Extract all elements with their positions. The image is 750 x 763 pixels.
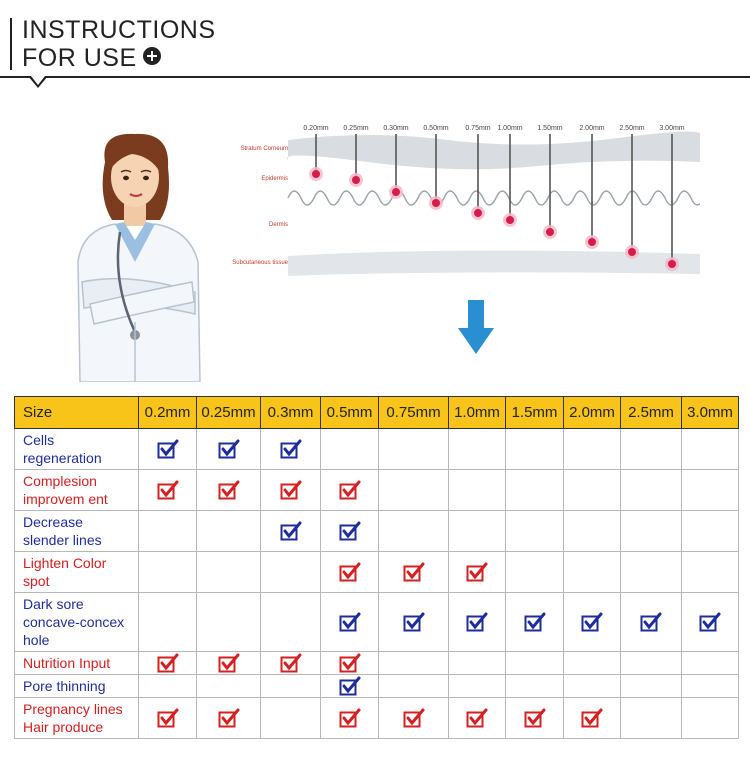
red-checkbox-icon bbox=[466, 708, 488, 728]
table-cell bbox=[261, 470, 321, 511]
table-row bbox=[15, 552, 739, 593]
blue-checkbox-icon bbox=[280, 521, 302, 541]
depth-label: 2.00mm bbox=[579, 125, 605, 132]
table-cell bbox=[139, 652, 197, 675]
red-checkbox-icon bbox=[218, 708, 240, 728]
table-cell bbox=[261, 675, 321, 698]
table-cell bbox=[321, 511, 379, 552]
table-cell bbox=[506, 552, 564, 593]
table-cell bbox=[564, 429, 621, 470]
needle-tip bbox=[628, 248, 636, 256]
table-cell bbox=[379, 593, 449, 652]
depth-label: 1.50mm bbox=[537, 125, 563, 132]
blue-checkbox-icon bbox=[524, 612, 546, 632]
table-cell bbox=[506, 593, 564, 652]
red-checkbox-icon bbox=[157, 480, 179, 500]
plus-circle-icon bbox=[143, 47, 161, 65]
table-cell bbox=[621, 552, 682, 593]
red-checkbox-icon bbox=[403, 708, 425, 728]
table-header-row bbox=[15, 397, 739, 429]
red-checkbox-icon bbox=[157, 653, 179, 673]
column-header: 0.3mm bbox=[261, 397, 321, 429]
blue-checkbox-icon bbox=[339, 521, 361, 541]
table-cell bbox=[261, 429, 321, 470]
table-cell bbox=[449, 552, 506, 593]
page-header bbox=[0, 0, 750, 96]
table-row bbox=[15, 652, 739, 675]
layer-label: Dermis bbox=[269, 222, 288, 228]
table-cell bbox=[449, 429, 506, 470]
blue-checkbox-icon bbox=[339, 612, 361, 632]
layer-label: Subcutaneous tissue bbox=[232, 260, 288, 266]
table-cell bbox=[379, 675, 449, 698]
column-header: 0.5mm bbox=[321, 397, 379, 429]
table-cell bbox=[506, 652, 564, 675]
page-title bbox=[22, 16, 216, 72]
table-cell bbox=[379, 698, 449, 739]
red-checkbox-icon bbox=[403, 562, 425, 582]
depth-label: 0.20mm bbox=[303, 125, 329, 132]
table-cell bbox=[506, 511, 564, 552]
table-cell bbox=[321, 429, 379, 470]
red-checkbox-icon bbox=[339, 480, 361, 500]
table-cell bbox=[379, 552, 449, 593]
table-cell bbox=[197, 511, 261, 552]
header-accent-bar bbox=[10, 18, 12, 70]
blue-checkbox-icon bbox=[581, 612, 603, 632]
table-row bbox=[15, 470, 739, 511]
red-checkbox-icon bbox=[218, 480, 240, 500]
column-header: 3.0mm bbox=[682, 397, 739, 429]
table-cell bbox=[321, 675, 379, 698]
needle-tip bbox=[506, 216, 514, 224]
layer-label: Epidermis bbox=[261, 176, 288, 182]
needle-tip bbox=[546, 228, 554, 236]
blue-checkbox-icon bbox=[466, 612, 488, 632]
column-header: 1.0mm bbox=[449, 397, 506, 429]
table-cell bbox=[379, 429, 449, 470]
table-cell bbox=[139, 593, 197, 652]
needle-tip bbox=[312, 170, 320, 178]
column-header: 2.0mm bbox=[564, 397, 621, 429]
table-row bbox=[15, 675, 739, 698]
row-label: Pregnancy lines Hair produce bbox=[15, 698, 139, 739]
table-cell bbox=[564, 675, 621, 698]
needle-tip bbox=[432, 199, 440, 207]
table-cell bbox=[139, 429, 197, 470]
table-cell bbox=[139, 552, 197, 593]
table-cell bbox=[197, 652, 261, 675]
table-cell bbox=[261, 652, 321, 675]
table-cell bbox=[564, 470, 621, 511]
column-header: 0.75mm bbox=[379, 397, 449, 429]
table-cell bbox=[139, 675, 197, 698]
depth-label: 2.50mm bbox=[619, 125, 645, 132]
table-cell bbox=[564, 652, 621, 675]
table-cell bbox=[682, 675, 739, 698]
red-checkbox-icon bbox=[339, 708, 361, 728]
table-cell bbox=[621, 698, 682, 739]
table-cell bbox=[449, 652, 506, 675]
depth-label: 1.00mm bbox=[497, 125, 523, 132]
row-label: Dark sore concave-concex hole bbox=[15, 593, 139, 652]
table-cell bbox=[261, 593, 321, 652]
blue-checkbox-icon bbox=[157, 439, 179, 459]
table-cell bbox=[506, 470, 564, 511]
column-header: 1.5mm bbox=[506, 397, 564, 429]
table-cell bbox=[379, 652, 449, 675]
table-cell bbox=[321, 698, 379, 739]
depth-label: 0.50mm bbox=[423, 125, 449, 132]
table-cell bbox=[682, 511, 739, 552]
blue-checkbox-icon bbox=[699, 612, 721, 632]
red-checkbox-icon bbox=[466, 562, 488, 582]
table-cell bbox=[682, 652, 739, 675]
usage-table bbox=[14, 396, 738, 739]
table-cell bbox=[621, 511, 682, 552]
table-cell bbox=[682, 552, 739, 593]
table-cell bbox=[379, 470, 449, 511]
table-cell bbox=[506, 675, 564, 698]
table-cell bbox=[449, 698, 506, 739]
depth-label: 3.00mm bbox=[659, 125, 685, 132]
red-checkbox-icon bbox=[524, 708, 546, 728]
table-cell bbox=[139, 470, 197, 511]
column-header: 2.5mm bbox=[621, 397, 682, 429]
red-checkbox-icon bbox=[280, 653, 302, 673]
row-label: Nutrition Input bbox=[15, 652, 139, 675]
table-cell bbox=[621, 652, 682, 675]
layer-label: Stratum Corneum bbox=[240, 146, 288, 152]
column-header: 0.2mm bbox=[139, 397, 197, 429]
table-cell bbox=[197, 675, 261, 698]
needle-tip bbox=[392, 188, 400, 196]
table-row bbox=[15, 698, 739, 739]
header-divider bbox=[0, 76, 750, 78]
table-row bbox=[15, 511, 739, 552]
red-checkbox-icon bbox=[339, 562, 361, 582]
row-label: Lighten Color spot bbox=[15, 552, 139, 593]
skin-depth-diagram bbox=[218, 118, 700, 288]
blue-checkbox-icon bbox=[640, 612, 662, 632]
table-cell bbox=[621, 593, 682, 652]
depth-label: 0.30mm bbox=[383, 125, 409, 132]
depth-label: 0.75mm bbox=[465, 125, 491, 132]
table-cell bbox=[449, 675, 506, 698]
table-cell bbox=[682, 698, 739, 739]
needle-tip bbox=[588, 238, 596, 246]
red-checkbox-icon bbox=[339, 653, 361, 673]
row-label: Cells regeneration bbox=[15, 429, 139, 470]
table-cell bbox=[621, 470, 682, 511]
row-label: Complesion improvem ent bbox=[15, 470, 139, 511]
red-checkbox-icon bbox=[581, 708, 603, 728]
depth-label: 0.25mm bbox=[343, 125, 369, 132]
table-cell bbox=[197, 593, 261, 652]
epidermis-line bbox=[288, 191, 700, 205]
table-cell bbox=[449, 593, 506, 652]
needle-tip bbox=[668, 260, 676, 268]
table-cell bbox=[321, 552, 379, 593]
title-line-2: FOR USE bbox=[22, 44, 137, 72]
table-cell bbox=[197, 429, 261, 470]
table-cell bbox=[682, 470, 739, 511]
size-header: Size bbox=[15, 397, 139, 429]
table-cell bbox=[564, 552, 621, 593]
blue-checkbox-icon bbox=[280, 439, 302, 459]
table-cell bbox=[564, 511, 621, 552]
table-cell bbox=[139, 511, 197, 552]
red-checkbox-icon bbox=[157, 708, 179, 728]
needle-tip bbox=[474, 209, 482, 217]
table-cell bbox=[321, 593, 379, 652]
blue-checkbox-icon bbox=[218, 439, 240, 459]
doctor-illustration bbox=[60, 132, 220, 382]
table-cell bbox=[564, 698, 621, 739]
table-cell bbox=[261, 698, 321, 739]
table-cell bbox=[261, 511, 321, 552]
table-cell bbox=[321, 652, 379, 675]
table-cell bbox=[621, 675, 682, 698]
table-row bbox=[15, 429, 739, 470]
table-cell bbox=[506, 698, 564, 739]
row-label: Pore thinning bbox=[15, 675, 139, 698]
blue-checkbox-icon bbox=[339, 676, 361, 696]
row-label: Decrease slender lines bbox=[15, 511, 139, 552]
needle-tip bbox=[352, 176, 360, 184]
table-cell bbox=[197, 698, 261, 739]
table-cell bbox=[139, 698, 197, 739]
table-row bbox=[15, 593, 739, 652]
table-cell bbox=[321, 470, 379, 511]
table-cell bbox=[682, 429, 739, 470]
blue-checkbox-icon bbox=[403, 612, 425, 632]
red-checkbox-icon bbox=[280, 480, 302, 500]
table-cell bbox=[379, 511, 449, 552]
down-arrow-icon bbox=[458, 300, 494, 354]
table-cell bbox=[449, 511, 506, 552]
title-line-1: INSTRUCTIONS bbox=[22, 16, 216, 44]
table-cell bbox=[621, 429, 682, 470]
table-cell bbox=[506, 429, 564, 470]
stratum-corneum-band bbox=[287, 131, 700, 169]
table-cell bbox=[197, 552, 261, 593]
table-cell bbox=[682, 593, 739, 652]
table-cell bbox=[564, 593, 621, 652]
table-cell bbox=[449, 470, 506, 511]
column-header: 0.25mm bbox=[197, 397, 261, 429]
table-cell bbox=[261, 552, 321, 593]
red-checkbox-icon bbox=[218, 653, 240, 673]
table-cell bbox=[197, 470, 261, 511]
